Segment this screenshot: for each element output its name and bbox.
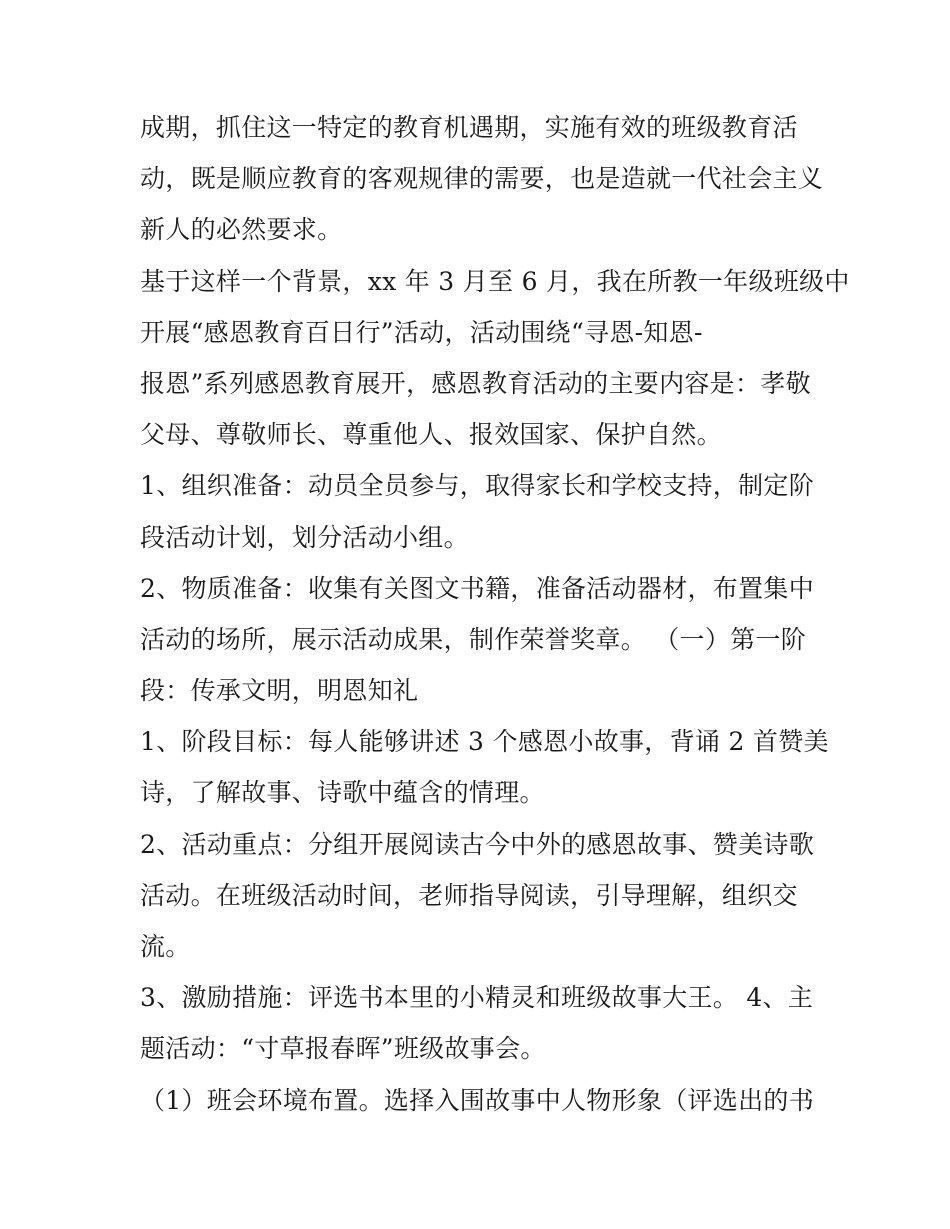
text-line: 基于这样一个背景，xx 年 3 月至 6 月，我在所教一年级班级中 bbox=[140, 266, 850, 296]
text-line: 2、活动重点：分组开展阅读古今中外的感恩故事、赞美诗歌 bbox=[140, 829, 815, 859]
text-line: 新人的必然要求。 bbox=[140, 215, 343, 245]
text-line: 成期，抓住这一特定的教育机遇期，实施有效的班级教育活 bbox=[140, 113, 798, 142]
text-line: 开展“感恩教育百日行”活动，活动围绕“寻恩-知恩- bbox=[140, 317, 703, 347]
text-line: 活动。在班级活动时间，老师指导阅读，引导理解，组织交 bbox=[140, 880, 798, 910]
text-line: 2、物质准备：收集有关图文书籍，准备活动器材，布置集中 bbox=[140, 573, 815, 603]
text-line: 题活动：“寸草报春晖”班级故事会。 bbox=[140, 1034, 546, 1064]
text-line: 流。 bbox=[140, 932, 191, 961]
text-line: 报恩”系列感恩教育展开，感恩教育活动的主要内容是：孝敬 bbox=[140, 368, 811, 398]
text-line: 1、阶段目标：每人能够讲述 3 个感恩小故事，背诵 2 首赞美 bbox=[140, 727, 829, 757]
text-line: 段活动计划，划分活动小组。 bbox=[140, 522, 469, 552]
text-line: （1）班会环境布置。选择入围故事中人物形象（评选出的书 bbox=[140, 1085, 815, 1115]
text-line: 诗，了解故事、诗歌中蕴含的情理。 bbox=[140, 778, 545, 808]
text-line: 1、组织准备：动员全员参与，取得家长和学校支持，制定阶 bbox=[140, 471, 815, 501]
text-line: 活动的场所，展示活动成果，制作荣誉奖章。 （一）第一阶 bbox=[140, 624, 807, 654]
text-line: 父母、尊敬师长、尊重他人、报效国家、保护自然。 bbox=[140, 420, 722, 450]
document-body bbox=[140, 102, 850, 1126]
text-line: 3、激励措施：评选书本里的小精灵和班级故事大王。 4、主 bbox=[140, 983, 814, 1013]
text-line: 段：传承文明，明恩知礼 bbox=[140, 676, 419, 706]
text-line: 动，既是顺应教育的客观规律的需要，也是造就一代社会主义 bbox=[140, 164, 824, 194]
